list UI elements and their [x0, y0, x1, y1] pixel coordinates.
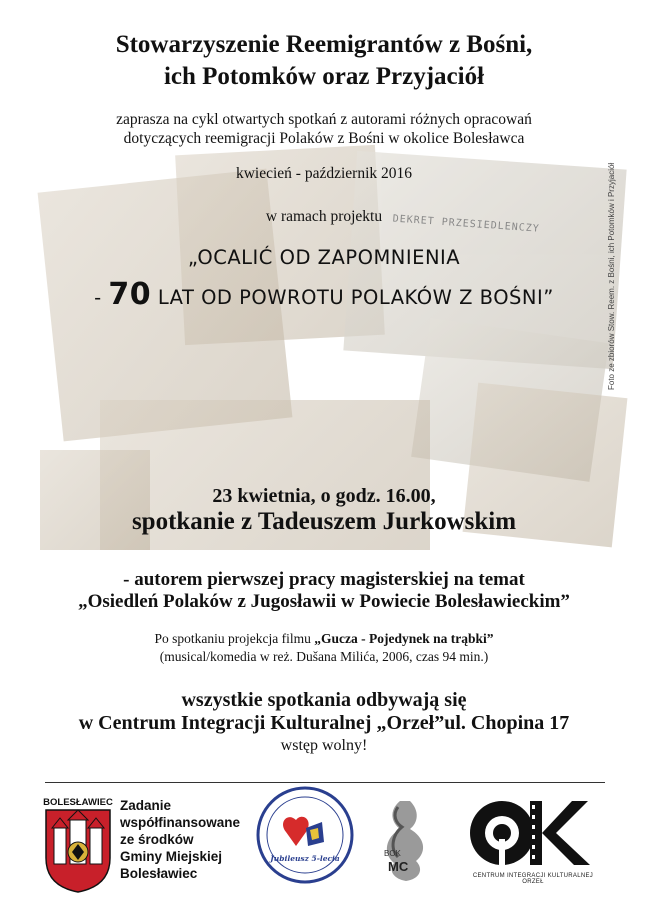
- cik-logo: [468, 797, 598, 883]
- project-title-rest: LAT OD POWROTU POLAKÓW Z BOŚNI”: [151, 286, 554, 309]
- film-title: „Gucza - Pojedynek na trąbki”: [314, 631, 494, 646]
- funding-line4: Gminy Miejskiej: [120, 849, 223, 864]
- project-number: 70: [108, 277, 152, 312]
- org-name-line1: Stowarzyszenie Reemigrantów z Bośni,: [115, 31, 533, 58]
- bok-mc-logo: [370, 797, 440, 883]
- event-title: spotkanie z Tadeuszem Jurkowskim: [131, 508, 517, 535]
- org-name-line2: ich Potomków oraz Przyjaciół: [163, 63, 485, 90]
- speaker-desc-line1: - autorem pierwszej pracy magisterskiej na temat: [123, 569, 525, 590]
- project-title-line1: „OCALIĆ OD ZAPOMNIENIA: [187, 246, 461, 269]
- funding-line2: współfinansowane: [120, 815, 241, 830]
- cik-film-reel-icon: [468, 797, 598, 869]
- association-badge: [256, 786, 354, 884]
- free-entry: wstęp wolny!: [280, 737, 368, 754]
- badge-jubilee-text: Jubileusz 5-lecia: [270, 854, 340, 863]
- project-title-line2: [0, 277, 648, 312]
- city-crest-icon: [42, 808, 114, 894]
- funding-line5: Bolesławiec: [120, 866, 198, 881]
- event-dates: kwiecień - październik 2016: [235, 165, 413, 182]
- funding-line1: Zadanie: [120, 798, 172, 813]
- photo-credit: Foto ze zbiorów Stow. Reem. z Bośni, ich Potomków i Przyjaciół: [607, 162, 616, 390]
- decree-heading: DEKRET PRZESIEDLENCZY: [392, 213, 541, 235]
- film-prefix: Po spotkaniu projekcja filmu: [154, 631, 315, 646]
- bok-sub-label: MC: [388, 859, 409, 874]
- city-label: BOLESŁAWIEC: [43, 797, 113, 808]
- funding-line3: ze środków: [120, 832, 194, 847]
- film-line: [0, 630, 648, 647]
- event-datetime: 23 kwietnia, o godz. 16.00,: [212, 485, 436, 507]
- film-details: (musical/komedia w reż. Dušana Milića, 2006, czas 94 min.): [159, 649, 489, 664]
- intro-line1: zaprasza na cykl otwartych spotkań z autorami różnych opracowań: [116, 111, 532, 128]
- venue-line2: w Centrum Integracji Kulturalnej „Orzeł”ul. Chopina 17: [78, 712, 570, 734]
- project-dash: -: [94, 286, 109, 309]
- bok-label: BOK: [384, 849, 401, 858]
- venue-line1: wszystkie spotkania odbywają się: [181, 689, 467, 711]
- boleslawiec-crest-block: [42, 797, 114, 898]
- funding-text: [120, 797, 240, 882]
- intro-line2: dotyczących reemigracji Polaków z Bośni w okolice Bolesławca: [123, 130, 525, 147]
- footer-separator: [45, 782, 605, 783]
- association-logo-icon: [256, 786, 354, 884]
- project-intro: w ramach projektu: [265, 208, 383, 225]
- speaker-desc-line2: „Osiedleń Polaków z Jugosławii w Powiecie Bolesławieckim”: [78, 591, 570, 612]
- cik-label: CENTRUM INTEGRACJI KULTURALNEJ ORZEŁ: [472, 873, 594, 885]
